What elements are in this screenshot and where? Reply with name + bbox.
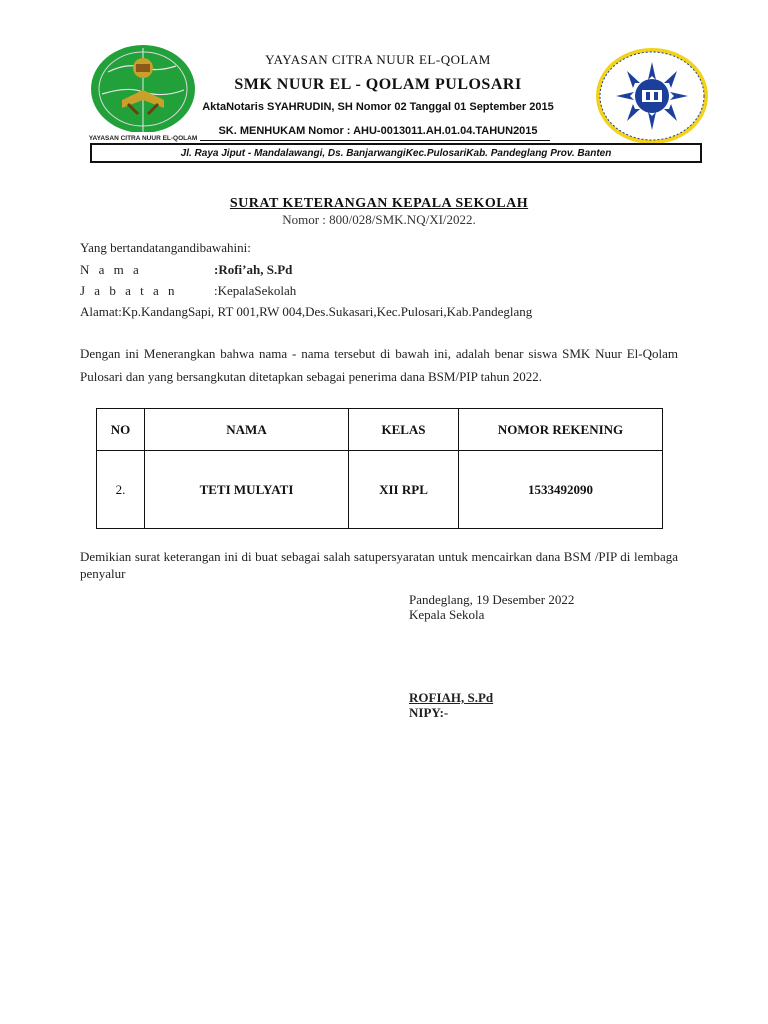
- col-no: NO: [97, 409, 145, 451]
- name-label: N a m a: [80, 262, 142, 277]
- place-date: Pandeglang, 19 Desember 2022: [409, 592, 575, 607]
- row-no: 2.: [97, 451, 145, 529]
- recipient-table: [96, 408, 663, 529]
- table-row: [97, 451, 663, 529]
- intro-line: Yang bertandatangandibawahini:: [80, 240, 251, 255]
- position-value: :KepalaSekolah: [214, 283, 297, 298]
- logo-left-caption: YAYASAN CITRA NUUR EL-QOLAM: [88, 135, 198, 142]
- header-divider: [200, 140, 550, 141]
- signatory-nipy: NIPY:-: [409, 705, 449, 720]
- foundation-name: YAYASAN CITRA NUUR EL-QOLAM: [265, 52, 491, 67]
- col-nomor-rekening: NOMOR REKENING: [459, 409, 663, 451]
- school-address: Jl. Raya Jiput - Mandalawangi, Ds. BanjarwangiKec.PulosariKab. Pandeglang Prov. Banten: [180, 147, 612, 159]
- table-header-row: [97, 409, 663, 451]
- school-name: SMK NUUR EL - QOLAM PULOSARI: [234, 76, 522, 93]
- signatory-name: ROFIAH, S.Pd: [409, 690, 494, 705]
- foundation-logo: [88, 42, 198, 144]
- seal-logo: [594, 46, 710, 146]
- row-rekening: 1533492090: [459, 451, 663, 529]
- notary-info: AktaNotaris SYAHRUDIN, SH Nomor 02 Tanggal 01 September 2015: [202, 101, 554, 113]
- name-value: :Rofi’ah, S.Pd: [214, 262, 293, 277]
- col-nama: NAMA: [145, 409, 349, 451]
- col-kelas: KELAS: [349, 409, 459, 451]
- address-box: [90, 143, 702, 163]
- row-kelas: XII RPL: [349, 451, 459, 529]
- signatory-role: Kepala Sekola: [409, 607, 485, 622]
- decree-info: SK. MENHUKAM Nomor : AHU-0013011.AH.01.04.TAHUN2015: [218, 125, 538, 137]
- closing-paragraph: Demikian surat keterangan ini di buat sebagai salah satupersyaratan untuk mencairkan dana BSM /PIP di lembaga penyalur: [80, 549, 678, 581]
- statement-paragraph: Dengan ini Menerangkan bahwa nama - nama tersebut di bawah ini, adalah benar siswa SMK Nuur El-Qolam Pulosari dan yang bersangkutan ditetapkan sebagai penerima dana BSM/PIP tahun 2022.: [80, 346, 678, 384]
- letter-number: Nomor : 800/028/SMK.NQ/XI/2022.: [282, 212, 476, 227]
- address-line: Alamat:Kp.KandangSapi, RT 001,RW 004,Des.Sukasari,Kec.Pulosari,Kab.Pandeglang: [80, 304, 533, 319]
- position-label: J a b a t a n: [80, 283, 178, 298]
- row-nama: TETI MULYATI: [145, 451, 349, 529]
- letter-title: SURAT KETERANGAN KEPALA SEKOLAH: [229, 196, 529, 211]
